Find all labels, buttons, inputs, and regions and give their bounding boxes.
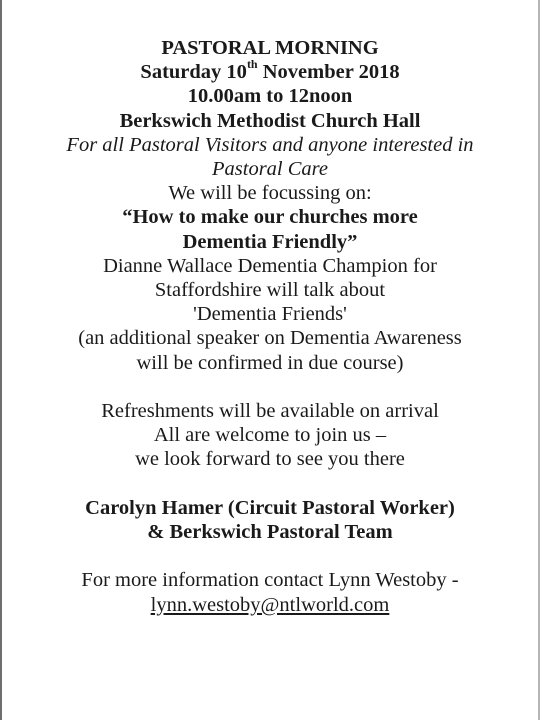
event-time: 10.00am to 12noon bbox=[187, 85, 353, 108]
contact-line: For more information contact Lynn Westoby - bbox=[81, 569, 459, 592]
spacer bbox=[6, 544, 534, 568]
event-date bbox=[6, 57, 534, 84]
audience-line-2: Pastoral Care bbox=[212, 158, 328, 181]
welcome-line: All are welcome to join us – bbox=[153, 424, 387, 447]
spacer bbox=[6, 375, 534, 399]
event-date-day: Saturday 10 bbox=[140, 61, 247, 84]
speaker-line-1: Dianne Wallace Dementia Champion for bbox=[103, 254, 437, 277]
speaker-line-2: Staffordshire will talk about bbox=[154, 279, 386, 302]
see-you-line: we look forward to see you there bbox=[135, 448, 405, 471]
refreshments-line: Refreshments will be available on arrival bbox=[101, 400, 439, 423]
focus-topic-line-1: “How to make our churches more bbox=[122, 206, 418, 229]
event-venue: Berkswich Methodist Church Hall bbox=[119, 109, 421, 132]
event-title: PASTORAL MORNING bbox=[161, 37, 379, 59]
additional-speaker-line-1: (an additional speaker on Dementia Awareness bbox=[78, 327, 462, 350]
audience-line-1: For all Pastoral Visitors and anyone interested in bbox=[66, 133, 474, 156]
focus-topic-line-2: Dementia Friendly” bbox=[182, 230, 358, 253]
contact-email-link[interactable]: lynn.westoby@ntlworld.com bbox=[150, 593, 390, 616]
speaker-line-3: 'Dementia Friends' bbox=[193, 303, 347, 326]
event-date-month-year: November 2018 bbox=[257, 61, 400, 84]
organiser-line-2: & Berkswich Pastoral Team bbox=[147, 521, 393, 544]
organiser-line-1: Carolyn Hamer (Circuit Pastoral Worker) bbox=[85, 496, 455, 519]
spacer bbox=[6, 472, 534, 496]
focus-intro: We will be focussing on: bbox=[168, 182, 372, 205]
pastoral-morning-flyer bbox=[6, 36, 534, 617]
event-date-ordinal: th bbox=[246, 57, 258, 72]
left-border bbox=[0, 0, 2, 720]
additional-speaker-line-2: will be confirmed in due course) bbox=[136, 351, 404, 374]
